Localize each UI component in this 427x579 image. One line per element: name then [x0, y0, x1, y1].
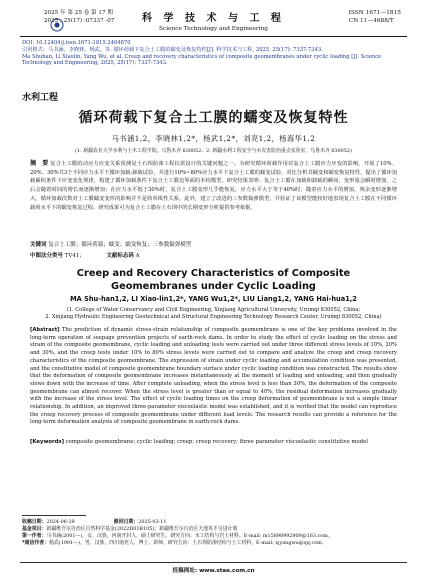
corresponding-author-row: [22, 540, 403, 547]
first-author-row: [22, 533, 403, 540]
clc-label: 中图法分类号: [30, 253, 64, 259]
journal-header: [26, 8, 401, 34]
submission-site[interactable]: 投稿网址: www.stae.com.cn: [172, 568, 255, 574]
abstract-cn-text: 复合土工膜的动应力应变关系预测是土石坝防渗工程抗震设计的关键问题之一。为研究循环荷载作用对复合土工膜应力应变的影响，开展了10%、20%、30%共3个不同应力水平下循环加载-卸载试验，并进行10%~80%应力水平下复合土工膜的蠕变试验，对比分析其蠕变和蠕变恢复特性，提出了循环加载累积条件下应变变化规律，构建了循环加载条件下复合土工膜边界面的本构模型。研究结果表明：复合土工膜在加载和卸载的瞬间，变形量会瞬时增加，之后会随着时间的增长而逐渐增加；在应力水平低于30%时，复合土工膜变形几乎能恢复，应力水平大于等于40%时，随着应力水平的增加，残余变形逐渐增大。循环加载次数对土工膜蠕变变形的影响并不是简单线性关系，此外，建立了改进的三参数黏弹模型，并验证了该模型能较好地表现复合土工膜在不同循环载荷水平下的蠕变恢复过程。研究成果可为复合土工膜在土石坝中的长期变形分析提供参考依据。: [30, 161, 397, 211]
citation-cn: 引用格式：马书涵，李晓林，杨武，等. 循环荷载下复合土工膜的蠕变及恢复特性[J]. 科学技术与工程, 2025, 25(17): 7337-7343.: [22, 46, 323, 53]
fund-label: 基金项目：: [22, 526, 47, 532]
affiliation-en-2: 2. Xinjiang Hydraulic Engineering Geotechnical and Structural Engineering Technology Research Center, Urumqi 830052, China): [45, 314, 382, 321]
received-date: 2024-06-29: [46, 519, 75, 525]
classification-cn: [30, 251, 397, 259]
journal-title-en: Science Technology and Engineering: [159, 26, 268, 32]
header-issn: ISSN 1671—1815: [348, 10, 401, 16]
affiliations-en: [40, 307, 387, 321]
citation-block: [22, 40, 405, 67]
affiliations-cn: (1. 新疆农业大学水利与土木工程学院，乌鲁木齐 830052；2. 新疆水利工程安全与水灾害防治重点实验室，乌鲁木齐 830052): [75, 148, 352, 154]
header-divider: [20, 36, 407, 37]
abstract-cn-label: 摘 要: [30, 160, 49, 167]
keywords-cn-text: 复合土工膜；循环荷载；蠕变；蠕变恢复；三参数黏弹模型: [48, 242, 192, 248]
fund-row: [22, 526, 403, 533]
footnotes: [22, 519, 403, 547]
keywords-en-text: composite geomembrane; cyclic loading; creep; creep recovery; three parameter viscoelastic constitutive model: [65, 439, 368, 445]
article-title-en-line2: Geomembranes under Cyclic Loading: [111, 281, 316, 292]
fund-text: 新疆维吾尔自治区自然科学基金(2022D01B105)；新疆维吾尔自治区天池英才引进计划: [46, 526, 238, 532]
first-author-label: 第一作者：: [22, 533, 47, 539]
keywords-en-label: [Keywords]: [30, 439, 64, 445]
clc-value: TV41；: [64, 253, 85, 259]
affiliation-en-1: (1. College of Water Conservancy and Civil Engineering, Xinjiang Agricultural University, Urumqi 830052, China;: [66, 307, 361, 313]
abstract-en: [30, 327, 397, 427]
dates-row: [22, 519, 403, 526]
header-volume-en: 2025 , 25(17) :07337 -07: [44, 17, 115, 24]
doc-code-value: A: [135, 253, 140, 259]
first-author-text: 马书涵(2001—)，女，汉族，河南开封人，硕士研究生。研究方向：水工结构与岩土材料。E-mail: m15898992909@163.com。: [46, 533, 333, 539]
footer-divider: [20, 562, 407, 563]
corresponding-author-text: 杨武(1991—)，男，汉族，四川南充人，博士，讲师。研究方向：土石坝防渗结构与土工材料。E-mail: xjyangwu@qq.com。: [49, 540, 327, 546]
revised-date: 2025-03-11: [138, 519, 167, 525]
citation-en: Ma Shuhan, Li Xiaolin, Yang Wu, et al. Creep and recovery characteristics of composite geomembranes under cyclic loading [J]. Science Technology and Engineering, 2025, 25(17): 7337-7343.: [22, 53, 382, 67]
revised-label: 修回日期：: [113, 519, 139, 525]
article-title-en: [0, 267, 427, 293]
header-cn-number: CN 11—4688/T: [348, 17, 394, 24]
keywords-en: [30, 439, 397, 445]
abstract-cn: [30, 160, 397, 212]
article-title-en-line1: Creep and Recovery Characteristics of Composite: [76, 268, 351, 279]
keywords-cn-label: 关键词: [30, 242, 47, 248]
doc-code-label: 文献标志码: [106, 253, 134, 259]
authors-en: MA Shu-han1,2, LI Xiao-lin1,2*, YANG Wu1,2*, LIU Liang1,2, YANG Hai-hua1,2: [70, 295, 357, 303]
authors-cn: 马书涵1,2，李晓林1,2*，杨武1,2*，刘亮1,2，杨海华1,2: [111, 134, 316, 143]
received-label: 收稿日期：: [22, 519, 47, 525]
footnote-divider: [22, 515, 86, 516]
corresponding-author-label: *通信作者：: [22, 540, 50, 546]
journal-title-cn: 科 学 技 术 与 工 程: [142, 13, 285, 24]
abstract-en-text: The prediction of dynamic stress-strain relationship of composite geomembrane is one of the key problems involved in the long-term operation of seepage prevention projects of earth-rock dams. In order to study the effect of cyclic loading on the stress and strain of the composite geomembrane, cyclic loading and unloading tests were carried out under three different stress levels of 10%, 20% and 30%, and the creep tests under 10% to 80% stress levels were carried out to compare and analyze the creep and creep recovery characteristics of the composite geomembrane. The expression of strain under cyclic loading and accumulation condition was presented, and the constitutive model of composite geomembrane boundary surface under cyclic loading condition was constructed. The results show that the deformation of composite geomembrane increases instantaneously at the moment of loading and unloading, and then gradually slows down with the increase of time. After complete unloading, when the stress level is less than 30%, the deformation of the composite geomembrane can almost recover. When the stress level is greater than or equal to 40%, the residual deformation increases gradually with the increase of the stress level. The effect of cyclic loading times on the creep deformation of geomembrane is not a simple linear relationship. In addition, an improved three-parameter viscoelastic model was established, and it is verified that the model can reproduce the creep recovery process of composite geomembrane under different load levels. The research results can provide a reference for the long-term deformation analysis of composite geomembrane in earth-rock dams.: [30, 327, 397, 426]
article-title-cn: 循环荷载下复合土工膜的蠕变及恢复特性: [78, 110, 349, 126]
doi-link[interactable]: DOI: 10.12404/j.issn.1671-1815.2404870: [22, 40, 131, 46]
header-volume-cn: 2025 年 第 25 卷 第 17 期: [44, 10, 113, 16]
abstract-en-label: [Abstract]: [30, 327, 60, 333]
keywords-cn: [30, 240, 397, 248]
section-label: 水利工程: [22, 93, 59, 103]
